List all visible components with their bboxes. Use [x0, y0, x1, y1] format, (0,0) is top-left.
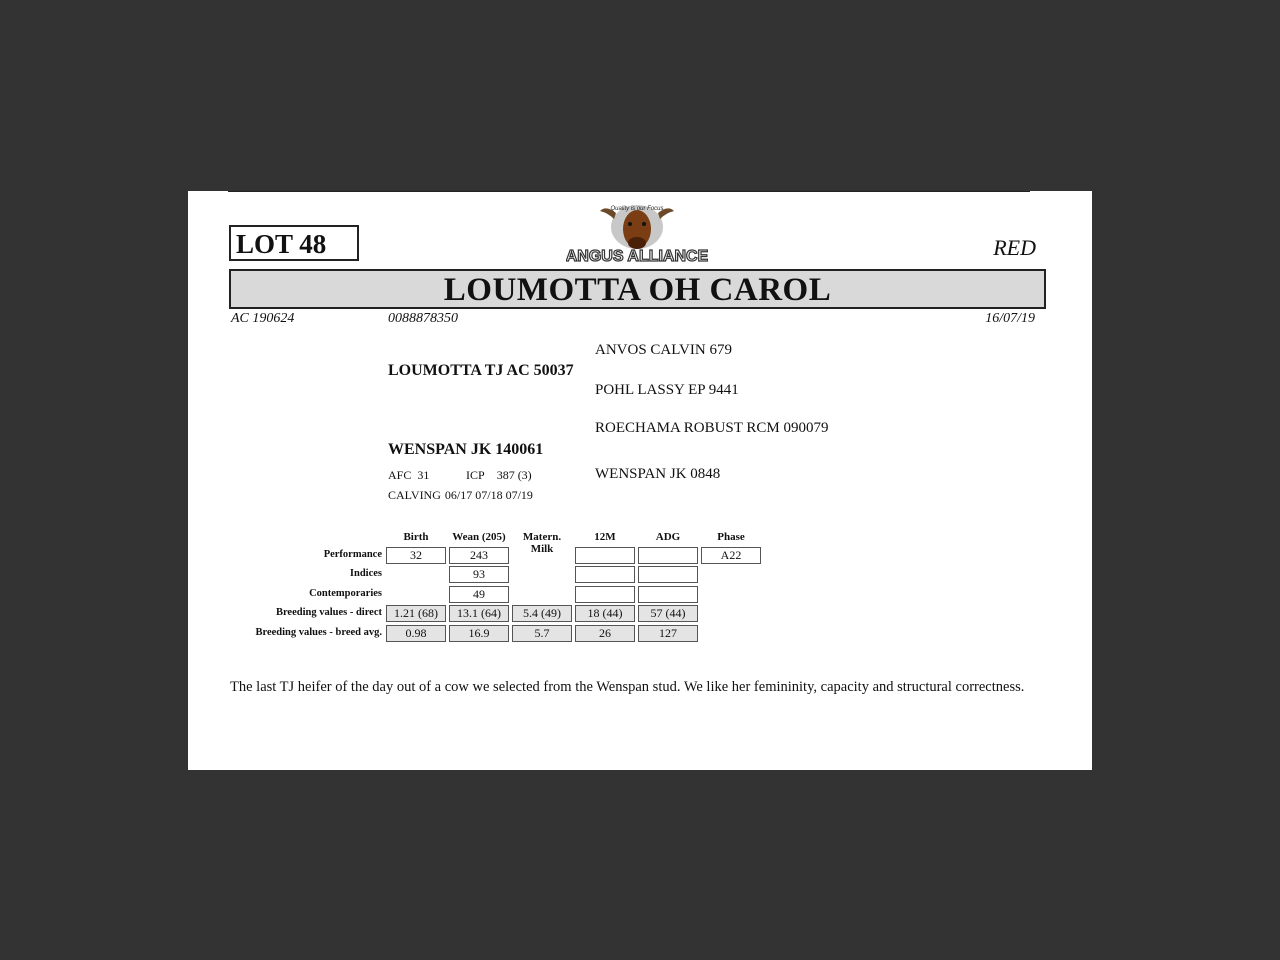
sale-date: 16/07/19: [985, 311, 1035, 326]
table-cell: 93: [449, 566, 509, 583]
table-cell: [575, 586, 635, 603]
table-cell: 5.7: [512, 625, 572, 642]
top-rule: [228, 191, 1030, 192]
sire: LOUMOTTA TJ AC 50037: [388, 362, 574, 379]
lot-comment: The last TJ heifer of the day out of a cow we selected from the Wenspan stud. We like her femininity, capacity and structural correctness.: [230, 679, 1025, 695]
calving-value: 06/17 07/18 07/19: [444, 488, 533, 502]
dam-sire: ROECHAMA ROBUST RCM 090079: [595, 420, 829, 436]
sire-dam: POHL LASSY EP 9441: [595, 382, 739, 398]
sire-sire: ANVOS CALVIN 679: [595, 342, 732, 358]
angus-alliance-logo: [566, 199, 708, 265]
table-cell: 26: [575, 625, 635, 642]
column-header: 12M: [594, 531, 616, 543]
table-cell: 32: [386, 547, 446, 564]
afc-value: 31: [417, 468, 430, 482]
table-cell: 5.4 (49): [512, 605, 572, 622]
table-cell: A22: [701, 547, 761, 564]
row-label: Indices: [349, 568, 382, 579]
row-label: Breeding values - breed avg.: [255, 627, 382, 638]
icp-stat: [466, 468, 538, 483]
animal-name: LOUMOTTA OH CAROL: [229, 269, 1046, 309]
table-cell: 243: [449, 547, 509, 564]
tag-number: 0088878350: [388, 311, 458, 326]
column-header: Wean (205): [452, 531, 506, 543]
column-header: Birth: [403, 531, 429, 543]
dam: WENSPAN JK 140061: [388, 441, 544, 458]
column-header: Matern. Milk: [522, 531, 562, 555]
table-cell: [575, 547, 635, 564]
calving-stat: [388, 488, 539, 503]
row-label: Performance: [323, 549, 382, 560]
row-label: Contemporaries: [309, 588, 382, 599]
table-cell: 57 (44): [638, 605, 698, 622]
table-cell: 127: [638, 625, 698, 642]
colour-label: RED: [993, 235, 1036, 260]
afc-label: AFC: [388, 468, 412, 482]
table-cell: 13.1 (64): [449, 605, 509, 622]
table-cell: [575, 566, 635, 583]
svg-text:ANGUS ALLIANCE: ANGUS ALLIANCE: [566, 248, 708, 265]
calving-label: CALVING: [388, 488, 441, 502]
icp-label: ICP: [466, 468, 485, 482]
column-header: Phase: [717, 531, 745, 543]
table-cell: 1.21 (68): [386, 605, 446, 622]
row-label: Breeding values - direct: [275, 607, 382, 618]
bull-head-icon: [566, 199, 708, 265]
table-cell: [638, 547, 698, 564]
icp-value: 387 (3): [496, 468, 532, 482]
dam-dam: WENSPAN JK 0848: [595, 466, 721, 482]
afc-stat: [388, 468, 435, 483]
table-cell: 0.98: [386, 625, 446, 642]
table-cell: 49: [449, 586, 509, 603]
table-cell: 16.9: [449, 625, 509, 642]
table-cell: [638, 566, 698, 583]
lot-number: LOT 48: [229, 225, 359, 261]
registration-id: AC 190624: [231, 311, 295, 326]
table-cell: 18 (44): [575, 605, 635, 622]
column-header: ADG: [655, 531, 681, 543]
svg-text:Quality is our Focus: Quality is our Focus: [610, 206, 664, 212]
table-cell: [638, 586, 698, 603]
catalogue-page: [188, 191, 1092, 770]
